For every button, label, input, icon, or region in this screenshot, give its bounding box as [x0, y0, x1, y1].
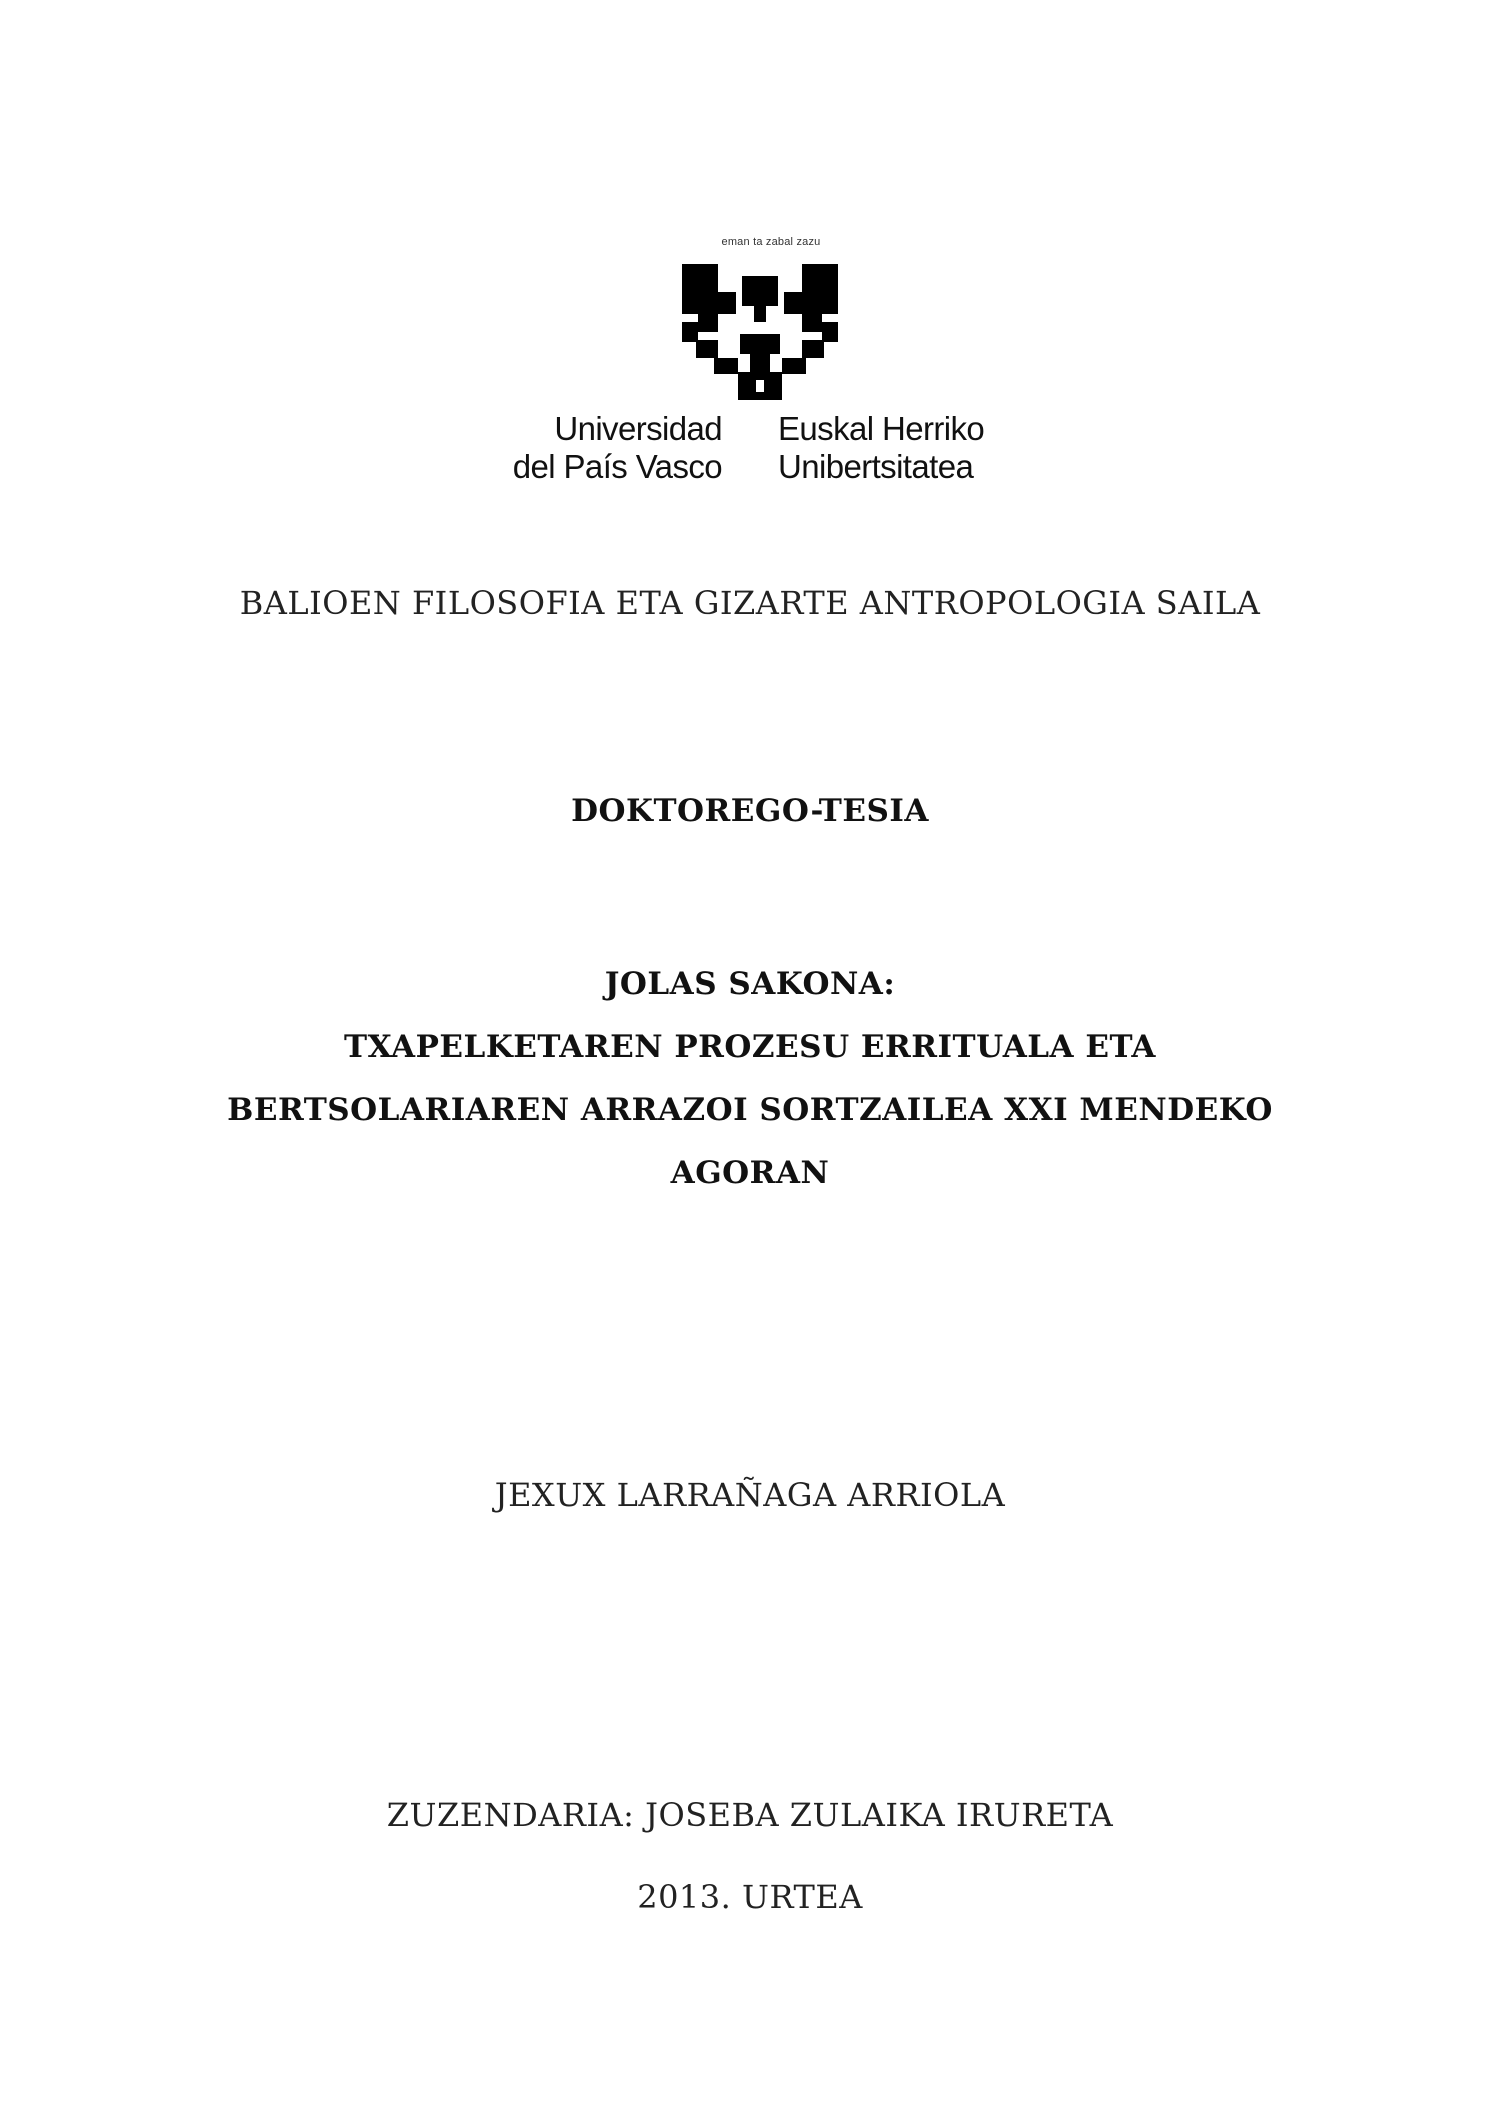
- thesis-title-line: AGORAN: [670, 1155, 830, 1191]
- university-name-es-line1: Universidad: [554, 410, 722, 447]
- department-name: BALIOEN FILOSOFIA ETA GIZARTE ANTROPOLOGIA SAILA: [239, 584, 1261, 622]
- thesis-director: ZUZENDARIA: JOSEBA ZULAIKA IRURETA: [386, 1796, 1114, 1834]
- thesis-title-line: TXAPELKETAREN PROZESU ERRITUALA ETA: [344, 1029, 1156, 1065]
- university-logo: [500, 236, 1010, 496]
- logo-motto: eman ta zabal zazu: [721, 236, 821, 248]
- document-type: DOKTOREGO-TESIA: [571, 793, 929, 829]
- university-name-eu-line1: Euskal Herriko: [778, 410, 985, 447]
- thesis-year: 2013. URTEA: [637, 1878, 863, 1916]
- thesis-title: [0, 953, 1500, 1205]
- university-name-spanish: [500, 410, 722, 486]
- university-name-es-line2: del País Vasco: [512, 448, 722, 485]
- thesis-title-line: JOLAS SAKONA:: [604, 966, 896, 1002]
- author-name: JEXUX LARRAÑAGA ARRIOLA: [494, 1476, 1006, 1514]
- university-name-basque: [778, 410, 1018, 486]
- upv-ehu-emblem-icon: [678, 262, 842, 402]
- thesis-title-line: BERTSOLARIAREN ARRAZOI SORTZAILEA XXI MENDEKO: [227, 1092, 1273, 1128]
- university-name-eu-line2: Unibertsitatea: [778, 448, 974, 485]
